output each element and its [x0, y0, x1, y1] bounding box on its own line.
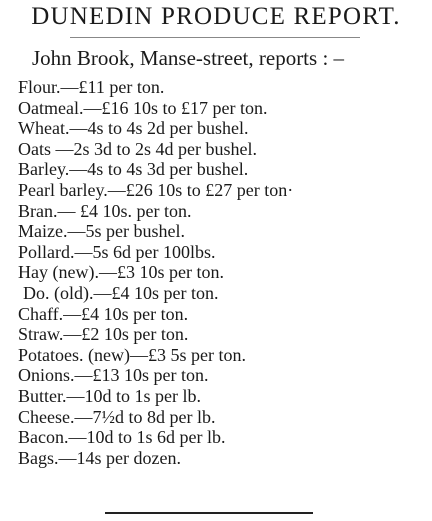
price-list — [18, 77, 293, 468]
price-item-pollard: Pollard.—5s 6d per 100lbs. — [18, 241, 216, 262]
price-item-bran: Bran.— £4 10s. per ton. — [18, 200, 192, 221]
price-item-hay-old: Do. (old).—£4 10s per ton. — [23, 282, 219, 303]
price-item-wheat: Wheat.—4s to 4s 2d per bushel. — [18, 118, 249, 139]
price-item-chaff: Chaff.—£4 10s per ton. — [18, 303, 189, 324]
price-item-potatoes: Potatoes. (new)—£3 5s per ton. — [18, 344, 246, 365]
price-item-straw: Straw.—£2 10s per ton. — [18, 324, 189, 345]
price-item-barley: Barley.—4s to 4s 3d per bushel. — [18, 159, 249, 180]
price-item-maize: Maize.—5s per bushel. — [18, 221, 185, 242]
price-item-flour: Flour.—£11 per ton. — [18, 77, 165, 97]
price-item-bags: Bags.—14s per dozen. — [18, 447, 181, 468]
price-item-onions: Onions.—£13 10s per ton. — [18, 365, 209, 386]
price-item-butter: Butter.—10d to 1s per lb. — [18, 385, 201, 406]
closing-rule — [105, 512, 313, 514]
price-item-bacon: Bacon.—10d to 1s 6d per lb. — [18, 427, 226, 448]
report-intro: John Brook, Manse-street, reports : – — [32, 46, 345, 70]
report-title: DUNEDIN PRODUCE REPORT. — [31, 3, 401, 30]
price-item-cheese: Cheese.—7½d to 8d per lb. — [18, 406, 216, 427]
title-divider — [70, 37, 360, 38]
price-item-pearl-barley: Pearl barley.—£26 10s to £27 per ton· — [18, 179, 294, 200]
price-item-hay-new: Hay (new).—£3 10s per ton. — [18, 262, 224, 283]
price-item-oatmeal: Oatmeal.—£16 10s to £17 per ton. — [18, 97, 268, 118]
price-item-oats: Oats —2s 3d to 2s 4d per bushel. — [18, 138, 257, 159]
